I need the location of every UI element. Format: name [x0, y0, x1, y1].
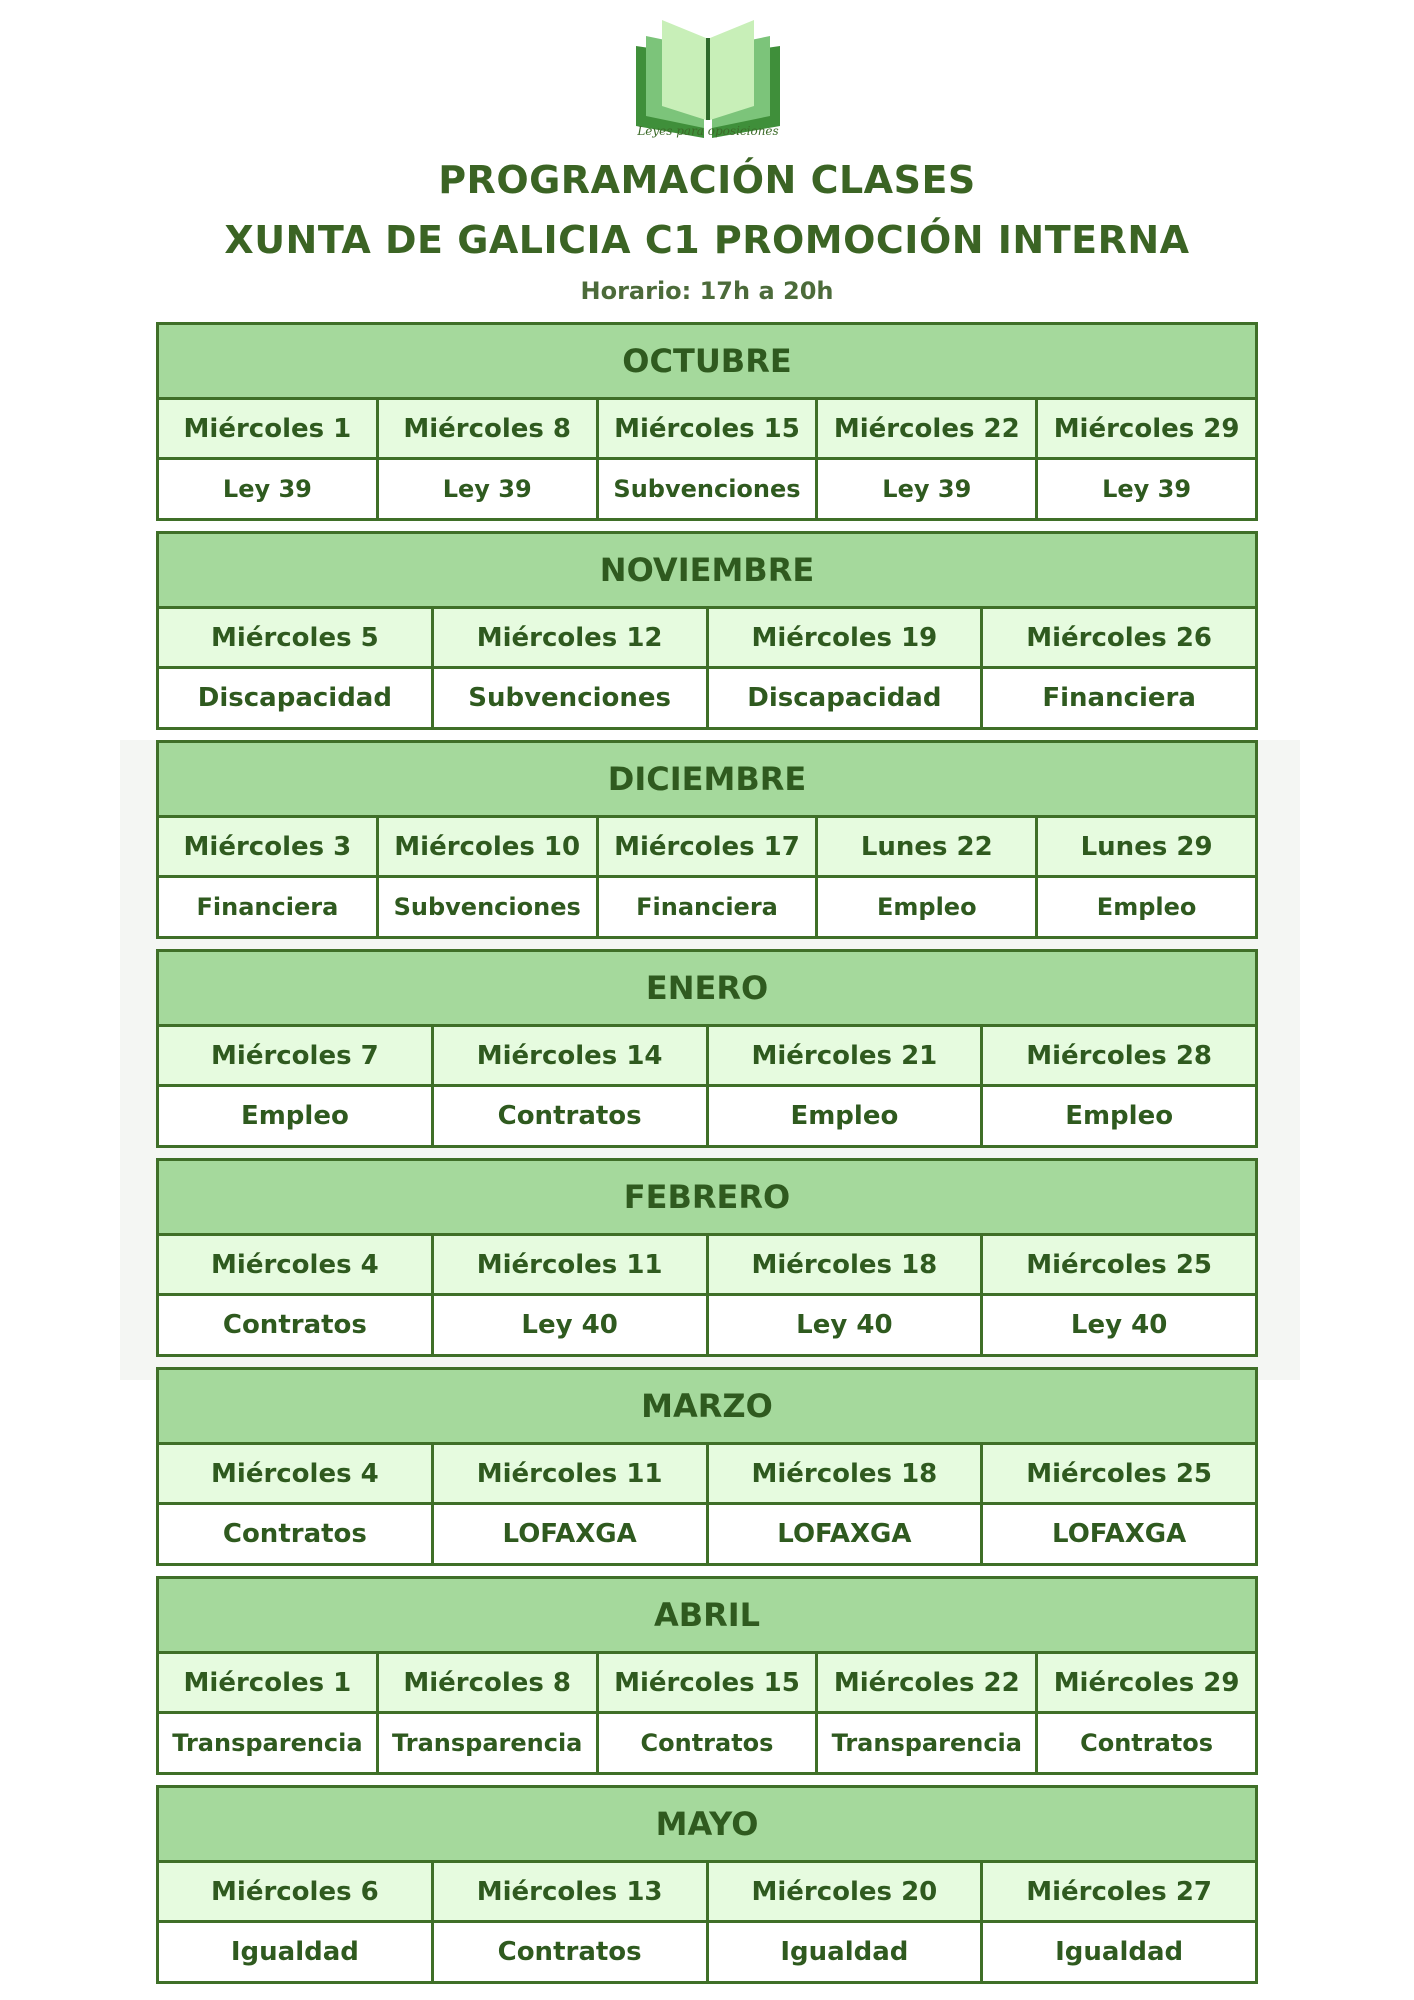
month-name: OCTUBRE — [159, 325, 1255, 400]
session-topic: Contratos — [434, 1087, 709, 1145]
session-topic: Transparencia — [379, 1714, 599, 1772]
topics-row — [159, 1087, 1255, 1145]
month-name: NOVIEMBRE — [159, 534, 1255, 609]
session-topic: Empleo — [983, 1087, 1255, 1145]
month-table — [156, 531, 1258, 730]
dates-row — [159, 1027, 1255, 1087]
session-date: Miércoles 18 — [709, 1445, 984, 1502]
session-date: Miércoles 15 — [599, 1654, 819, 1711]
topics-row — [159, 1714, 1255, 1772]
session-date: Miércoles 18 — [709, 1236, 984, 1293]
month-table — [156, 740, 1258, 939]
month-name: FEBRERO — [159, 1161, 1255, 1236]
month-name: ENERO — [159, 952, 1255, 1027]
session-date: Miércoles 4 — [159, 1445, 434, 1502]
dates-row — [159, 1236, 1255, 1296]
session-topic: Discapacidad — [159, 669, 434, 727]
session-topic: Contratos — [159, 1505, 434, 1563]
session-topic: Contratos — [1038, 1714, 1255, 1772]
session-date: Miércoles 29 — [1038, 400, 1255, 457]
session-topic: LOFAXGA — [709, 1505, 984, 1563]
session-topic: Empleo — [818, 878, 1038, 936]
page-title: PROGRAMACIÓN CLASES — [438, 158, 976, 202]
session-date: Miércoles 22 — [818, 1654, 1038, 1711]
session-topic: Ley 39 — [1038, 460, 1255, 518]
session-topic: Financiera — [599, 878, 819, 936]
session-topic: Igualdad — [709, 1923, 984, 1981]
session-topic: Contratos — [159, 1296, 434, 1354]
session-topic: Subvenciones — [379, 878, 599, 936]
session-date: Miércoles 13 — [434, 1863, 709, 1920]
session-topic: Discapacidad — [709, 669, 984, 727]
session-date: Miércoles 11 — [434, 1445, 709, 1502]
session-date: Miércoles 5 — [159, 609, 434, 666]
topics-row — [159, 460, 1255, 518]
topics-row — [159, 1923, 1255, 1981]
session-date: Miércoles 1 — [159, 1654, 379, 1711]
session-date: Miércoles 3 — [159, 818, 379, 875]
session-topic: Ley 40 — [983, 1296, 1255, 1354]
session-topic: Transparencia — [818, 1714, 1038, 1772]
dates-row — [159, 1654, 1255, 1714]
month-table — [156, 1785, 1258, 1984]
session-date: Lunes 22 — [818, 818, 1038, 875]
session-date: Miércoles 20 — [709, 1863, 984, 1920]
session-topic: Subvenciones — [434, 669, 709, 727]
session-topic: Financiera — [983, 669, 1255, 727]
session-date: Miércoles 17 — [599, 818, 819, 875]
topics-row — [159, 1505, 1255, 1563]
page-subtitle: XUNTA DE GALICIA C1 PROMOCIÓN INTERNA — [224, 218, 1190, 262]
session-topic: Financiera — [159, 878, 379, 936]
month-table — [156, 949, 1258, 1148]
session-topic: Empleo — [709, 1087, 984, 1145]
session-date: Miércoles 25 — [983, 1445, 1255, 1502]
session-topic: Ley 40 — [434, 1296, 709, 1354]
session-date: Miércoles 14 — [434, 1027, 709, 1084]
logo-caption: Leyes para oposiciones — [637, 124, 779, 138]
session-topic: Ley 39 — [818, 460, 1038, 518]
session-date: Miércoles 1 — [159, 400, 379, 457]
session-date: Miércoles 4 — [159, 1236, 434, 1293]
session-topic: Empleo — [159, 1087, 434, 1145]
month-table — [156, 1158, 1258, 1357]
session-topic: Transparencia — [159, 1714, 379, 1772]
session-topic: Contratos — [599, 1714, 819, 1772]
month-table — [156, 1367, 1258, 1566]
dates-row — [159, 1445, 1255, 1505]
session-topic: Igualdad — [159, 1923, 434, 1981]
session-topic: Igualdad — [983, 1923, 1255, 1981]
session-date: Miércoles 10 — [379, 818, 599, 875]
session-date: Miércoles 8 — [379, 1654, 599, 1711]
month-name: DICIEMBRE — [159, 743, 1255, 818]
session-topic: Subvenciones — [599, 460, 819, 518]
session-date: Miércoles 25 — [983, 1236, 1255, 1293]
session-date: Miércoles 28 — [983, 1027, 1255, 1084]
session-topic: Ley 40 — [709, 1296, 984, 1354]
month-table — [156, 322, 1258, 521]
session-date: Miércoles 15 — [599, 400, 819, 457]
session-date: Miércoles 8 — [379, 400, 599, 457]
session-date: Miércoles 21 — [709, 1027, 984, 1084]
topics-row — [159, 878, 1255, 936]
session-topic: Ley 39 — [159, 460, 379, 518]
dates-row — [159, 1863, 1255, 1923]
dates-row — [159, 400, 1255, 460]
session-date: Miércoles 12 — [434, 609, 709, 666]
session-date: Miércoles 7 — [159, 1027, 434, 1084]
dates-row — [159, 818, 1255, 878]
dates-row — [159, 609, 1255, 669]
session-date: Miércoles 27 — [983, 1863, 1255, 1920]
session-date: Miércoles 29 — [1038, 1654, 1255, 1711]
month-name: ABRIL — [159, 1579, 1255, 1654]
session-date: Miércoles 26 — [983, 609, 1255, 666]
session-topic: LOFAXGA — [983, 1505, 1255, 1563]
session-date: Miércoles 6 — [159, 1863, 434, 1920]
schedule-hours: Horario: 17h a 20h — [580, 277, 834, 305]
session-topic: Empleo — [1038, 878, 1255, 936]
session-topic: Contratos — [434, 1923, 709, 1981]
month-table — [156, 1576, 1258, 1775]
class-schedule — [156, 322, 1258, 1984]
session-topic: LOFAXGA — [434, 1505, 709, 1563]
month-name: MARZO — [159, 1370, 1255, 1445]
topics-row — [159, 669, 1255, 727]
topics-row — [159, 1296, 1255, 1354]
session-date: Miércoles 19 — [709, 609, 984, 666]
session-topic: Ley 39 — [379, 460, 599, 518]
session-date: Miércoles 22 — [818, 400, 1038, 457]
session-date: Miércoles 11 — [434, 1236, 709, 1293]
session-date: Lunes 29 — [1038, 818, 1255, 875]
month-name: MAYO — [159, 1788, 1255, 1863]
